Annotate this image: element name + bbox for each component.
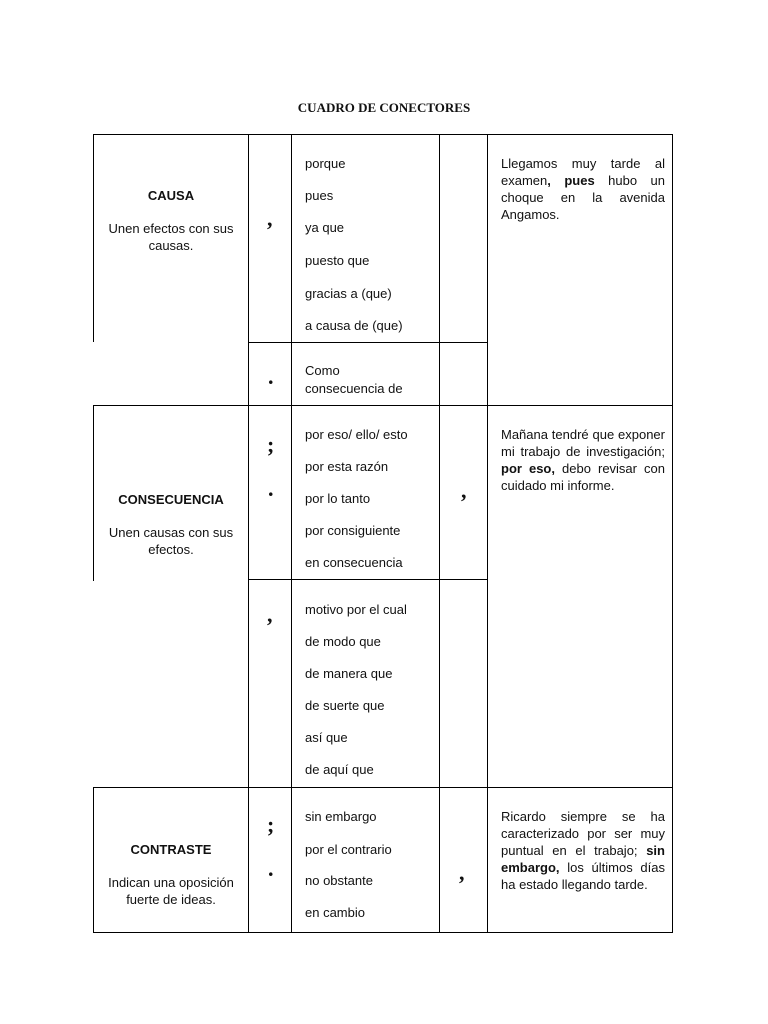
connector-item: de aquí que [305,762,374,777]
semicolon-mark: ; [267,432,275,457]
connector-item: Como [305,363,340,378]
connector-item: a causa de (que) [305,318,403,333]
grid-line [248,134,249,933]
grid-line [93,134,94,342]
connector-item: sin embargo [305,809,377,824]
connector-item: motivo por el cual [305,602,407,617]
example-text: los últimos días ha estado llegando tarde. [501,860,665,892]
grid-line [248,579,488,580]
category-causa [100,187,242,254]
comma-mark: , [267,206,273,231]
example-connector: por eso, [501,461,555,476]
example-text: debo revisar con cuidado mi informe. [501,461,665,493]
grid-line [93,787,673,788]
example-causa [501,155,665,223]
connector-item: por esta razón [305,459,389,474]
connector-item: en consecuencia [305,555,403,570]
comma-mark: , [461,478,467,503]
category-description: Unen efectos con sus causas. [108,221,234,253]
period-mark: . [268,364,274,389]
example-text: Mañana tendré que exponer mi trabajo de investigación; [501,427,665,459]
category-description: Unen causas con sus efectos. [108,525,234,557]
grid-line [248,342,488,343]
page-title: CUADRO DE CONECTORES [297,100,471,115]
example-contraste [501,808,665,893]
connector-item: consecuencia de [305,381,403,396]
example-text: Llegamos muy tarde al examen [501,156,665,188]
connector-item: por lo tanto [305,491,371,506]
grid-line [487,134,488,933]
category-name: CONSECUENCIA [118,492,224,507]
period-mark: . [268,856,274,881]
grid-line [93,787,94,933]
grid-line [93,405,94,581]
connector-item: en cambio [305,905,365,920]
semicolon-mark: ; [267,812,275,837]
category-name: CAUSA [147,188,195,203]
grid-line [93,134,673,135]
connector-item: por el contrario [305,842,392,857]
category-contraste [100,841,242,908]
connector-item: de manera que [305,666,393,681]
connector-item: de suerte que [305,698,385,713]
comma-mark: , [459,860,465,885]
example-connector: , pues [547,173,595,188]
connector-item: gracias a (que) [305,286,392,301]
connector-item: por consiguiente [305,523,401,538]
example-text: hubo un choque en la avenida Angamos. [501,173,665,222]
connector-item: porque [305,156,346,171]
grid-line [93,405,673,406]
grid-line [672,134,673,933]
period-mark: . [268,476,274,501]
category-consecuencia [100,491,242,558]
connector-item: no obstante [305,873,373,888]
category-name: CONTRASTE [130,842,212,857]
example-connector: sin embargo, [501,843,665,875]
grid-line [93,932,673,933]
connector-item: pues [305,188,334,203]
grid-line [291,134,292,933]
connector-item: ya que [305,220,345,235]
connector-item: así que [305,730,348,745]
connector-item: por eso/ ello/ esto [305,427,408,442]
connector-item: puesto que [305,253,370,268]
connector-item: de modo que [305,634,381,649]
grid-line [439,134,440,933]
comma-mark: , [267,602,273,627]
category-description: Indican una oposición fuerte de ideas. [108,875,234,907]
example-consecuencia [501,426,665,494]
example-text: Ricardo siempre se ha caracterizado por ser muy puntual en el trabajo; [501,809,665,858]
